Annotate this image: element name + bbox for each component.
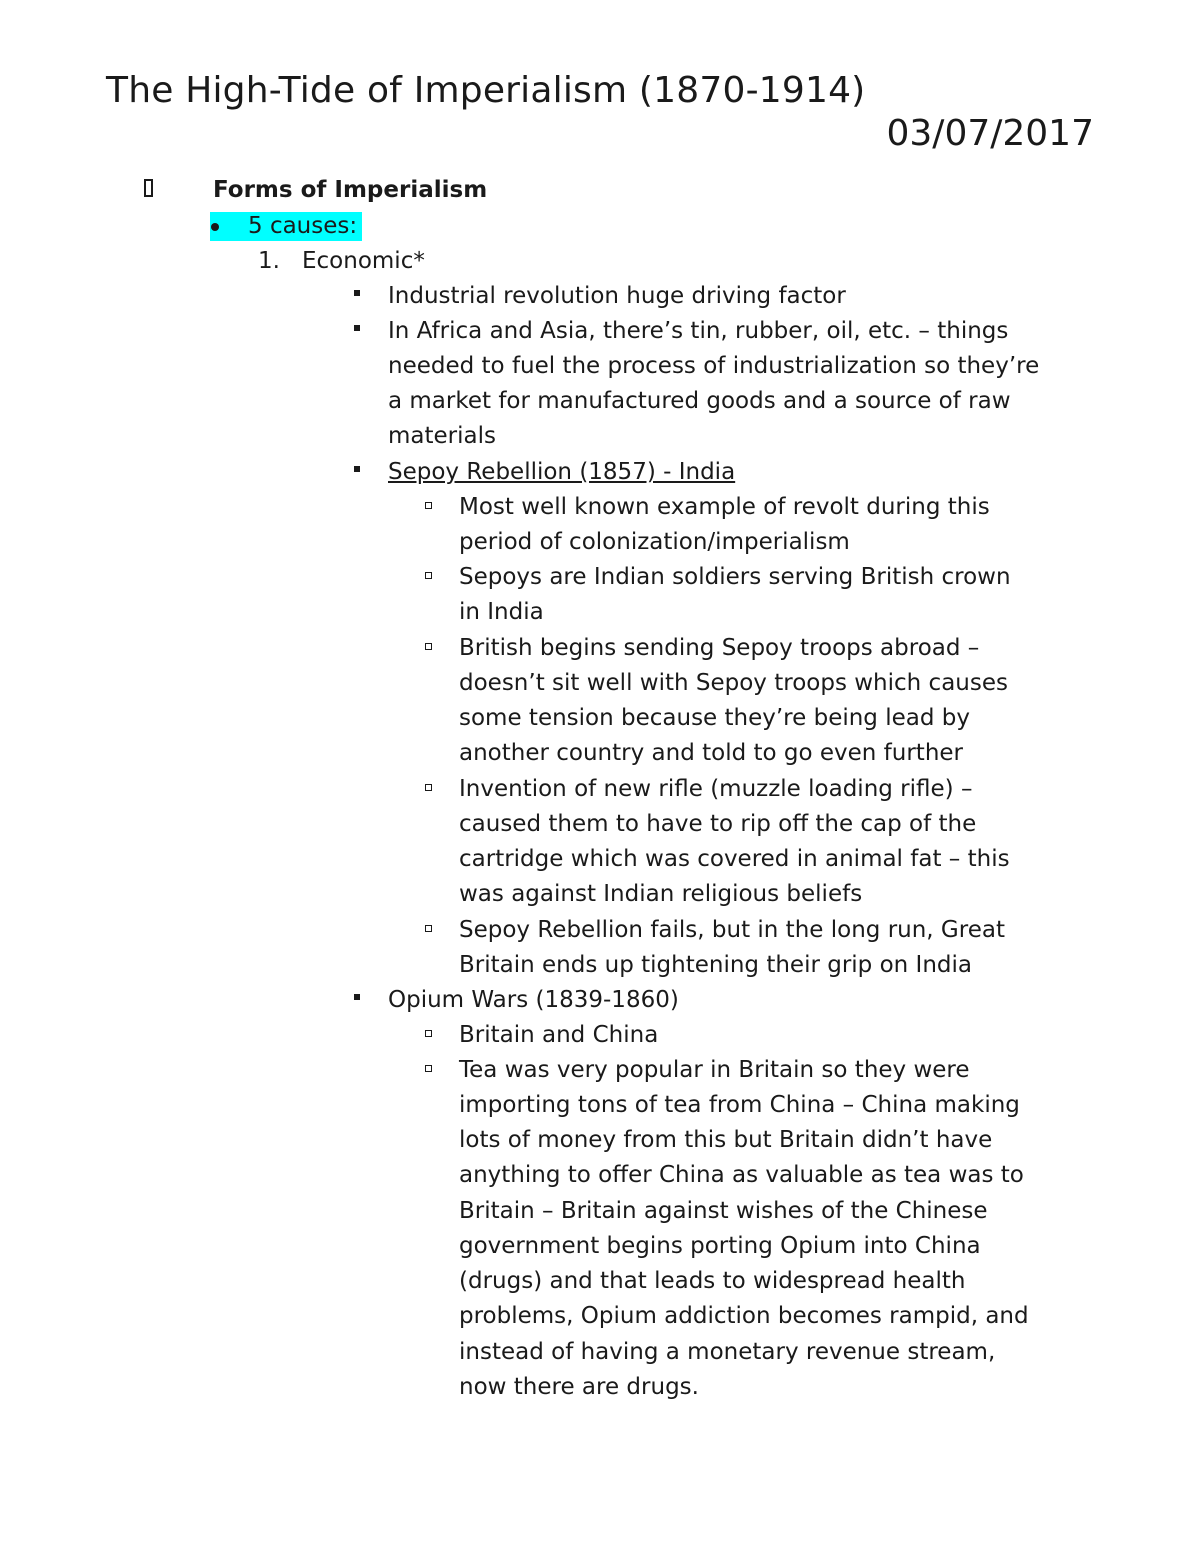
economic-point-2-line: a market for manufactured goods and a source of raw	[388, 388, 1011, 414]
opium-subpoint-line: Britain – Britain against wishes of the Chinese	[459, 1198, 988, 1224]
opium-subpoint-line: importing tons of tea from China – China making	[459, 1092, 1020, 1118]
hollow-square-bullet-icon	[425, 502, 432, 509]
page-title: The High-Tide of Imperialism (1870-1914)	[106, 70, 866, 111]
opium-subpoint-line: (drugs) and that leads to widespread health	[459, 1268, 966, 1294]
sepoy-subpoint-line: Britain ends up tightening their grip on India	[459, 952, 972, 978]
sepoy-subpoint-line: cartridge which was covered in animal fat – this	[459, 846, 1010, 872]
sepoy-subpoint-line: Sepoys are Indian soldiers serving British crown	[459, 564, 1011, 590]
hollow-square-bullet-icon	[425, 784, 432, 791]
sepoy-heading: Sepoy Rebellion (1857) - India	[388, 459, 736, 485]
economic-point-1: Industrial revolution huge driving factor	[388, 283, 846, 309]
hollow-square-bullet-icon	[425, 572, 432, 579]
page-date: 03/07/2017	[886, 113, 1094, 154]
square-bullet-icon	[354, 325, 360, 331]
opium-subpoint-line: anything to offer China as valuable as tea was to	[459, 1162, 1024, 1188]
list-number: 1.	[258, 248, 280, 274]
hollow-square-bullet-icon	[425, 1030, 432, 1037]
opium-heading: Opium Wars (1839-1860)	[388, 987, 679, 1013]
bullet-dot-icon	[211, 223, 219, 231]
sepoy-subpoint-line: in India	[459, 599, 544, 625]
economic-point-2-line: needed to fuel the process of industrialization so they’re	[388, 353, 1040, 379]
sepoy-subpoint-line: Sepoy Rebellion fails, but in the long run, Great	[459, 917, 1005, 943]
sepoy-subpoint-line: doesn’t sit well with Sepoy troops which causes	[459, 670, 1008, 696]
economic-point-2-line: In Africa and Asia, there’s tin, rubber, oil, etc. – things	[388, 318, 1009, 344]
opium-subpoint-line: government begins porting Opium into China	[459, 1233, 981, 1259]
square-bullet-icon	[354, 994, 360, 1000]
causes-label: 5 causes:	[248, 213, 358, 239]
sepoy-subpoint-line: Most well known example of revolt during this	[459, 494, 990, 520]
section-heading: Forms of Imperialism	[213, 177, 488, 203]
opium-subpoint-line: now there are drugs.	[459, 1374, 699, 1400]
square-bullet-icon	[354, 290, 360, 296]
hollow-square-bullet-icon	[425, 643, 432, 650]
section-bullet-icon	[144, 179, 153, 197]
opium-subpoint-line: lots of money from this but Britain didn’t have	[459, 1127, 993, 1153]
hollow-square-bullet-icon	[425, 1065, 432, 1072]
sepoy-subpoint-line: some tension because they’re being lead by	[459, 705, 970, 731]
opium-subpoint-line: instead of having a monetary revenue stream,	[459, 1339, 996, 1365]
economic-label: Economic*	[302, 248, 425, 274]
economic-point-2-line: materials	[388, 423, 496, 449]
opium-subpoint-line: Tea was very popular in Britain so they were	[459, 1057, 970, 1083]
sepoy-subpoint-line: caused them to have to rip off the cap of the	[459, 811, 977, 837]
hollow-square-bullet-icon	[425, 925, 432, 932]
sepoy-subpoint-line: another country and told to go even further	[459, 740, 964, 766]
sepoy-subpoint-line: British begins sending Sepoy troops abroad –	[459, 635, 980, 661]
sepoy-subpoint-line: Invention of new rifle (muzzle loading rifle) –	[459, 776, 973, 802]
sepoy-subpoint-line: period of colonization/imperialism	[459, 529, 850, 555]
opium-subpoint-line: problems, Opium addiction becomes rampid, and	[459, 1303, 1029, 1329]
sepoy-subpoint-line: was against Indian religious beliefs	[459, 881, 863, 907]
square-bullet-icon	[354, 466, 360, 472]
opium-subpoint-line: Britain and China	[459, 1022, 659, 1048]
